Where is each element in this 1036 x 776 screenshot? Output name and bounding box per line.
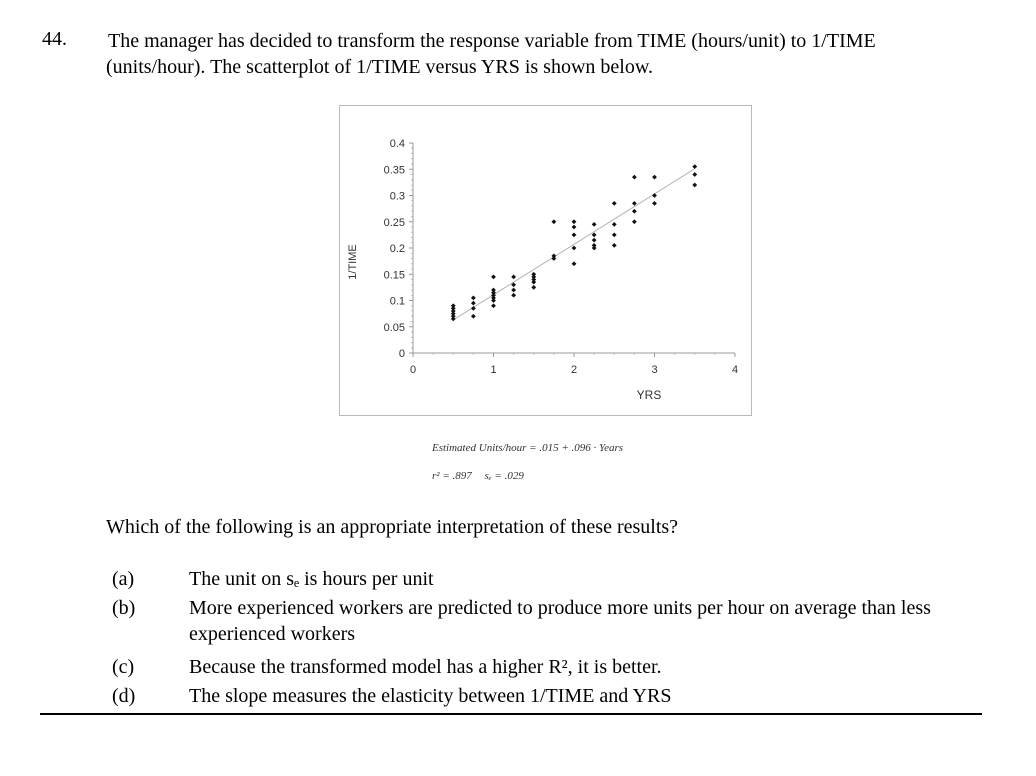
data-point (471, 295, 476, 300)
data-point (531, 280, 536, 285)
data-point (612, 222, 617, 227)
scatterplot-frame (339, 105, 752, 416)
data-point (551, 219, 556, 224)
data-point (632, 219, 637, 224)
data-point (572, 246, 577, 251)
question-prompt: Which of the following is an appropriate interpretation of these results? (106, 516, 679, 538)
regression-stats (432, 470, 534, 482)
data-point (491, 274, 496, 279)
data-point (511, 293, 516, 298)
data-point (652, 193, 657, 198)
trendline (453, 169, 695, 320)
r-squared: r² = .897 (432, 470, 472, 482)
data-point (572, 225, 577, 230)
data-point (572, 261, 577, 266)
data-point (592, 246, 597, 251)
question-number: 44. (42, 28, 67, 50)
scatterplot (340, 106, 750, 414)
y-tick-label: 0.1 (389, 295, 405, 308)
choice-b-label: (b) (112, 597, 136, 619)
y-tick-label: 0.15 (383, 269, 405, 282)
y-tick-label: 0.2 (389, 243, 405, 255)
choice-c-label: (c) (112, 656, 135, 678)
data-point (471, 301, 476, 306)
question-stem-line1: The manager has decided to transform the response variable from TIME (hours/unit) to 1/TIME (108, 30, 876, 52)
data-point (612, 232, 617, 237)
y-tick-label: 0.25 (383, 216, 405, 229)
data-point (491, 303, 496, 308)
data-point (592, 238, 597, 243)
data-point (491, 298, 496, 303)
data-point (612, 201, 617, 206)
x-tick-label: 3 (651, 364, 658, 376)
data-point (511, 274, 516, 279)
y-tick-label: 0.35 (383, 164, 405, 177)
choice-b[interactable] (112, 595, 992, 647)
data-point (451, 316, 456, 321)
choice-a[interactable] (112, 566, 992, 592)
data-point (692, 164, 697, 169)
x-tick-label: 4 (731, 364, 739, 376)
y-axis-label: 1/TIME (347, 244, 359, 280)
standard-error: sₑ = .029 (484, 470, 524, 482)
y-tick-label: 0 (398, 348, 405, 360)
data-point (652, 201, 657, 206)
question-stem-line2: (units/hour). The scatterplot of 1/TIME versus YRS is shown below. (106, 56, 653, 78)
choice-d-label: (d) (112, 685, 136, 707)
bottom-rule (40, 713, 982, 715)
choice-a-text: The unit on sₑ is hours per unit (189, 568, 434, 590)
data-point (471, 314, 476, 319)
question-stem (108, 28, 988, 80)
data-point (692, 183, 697, 188)
choice-d[interactable] (112, 683, 992, 709)
choice-a-label: (a) (112, 568, 135, 590)
choice-d-text: The slope measures the elasticity between 1/TIME and YRS (189, 685, 672, 707)
y-tick-label: 0.4 (389, 138, 405, 150)
choice-c[interactable] (112, 654, 992, 680)
data-point (632, 209, 637, 214)
regression-equation: Estimated Units/hour = .015 + .096 · Years (432, 442, 624, 454)
data-point (551, 256, 556, 261)
y-tick-label: 0.3 (389, 190, 405, 203)
choice-c-text: Because the transformed model has a higher R², it is better. (189, 656, 662, 678)
x-tick-label: 2 (570, 364, 578, 376)
choice-b-text: More experienced workers are predicted to produce more units per hour on average than less experienced workers (189, 597, 931, 645)
y-tick-label: 0.05 (383, 321, 405, 334)
data-point (612, 243, 617, 248)
data-point (531, 285, 536, 290)
x-tick-label: 0 (409, 364, 417, 376)
data-point (511, 288, 516, 293)
data-point (592, 222, 597, 227)
data-point (692, 172, 697, 177)
data-point (572, 219, 577, 224)
x-axis-label: YRS (636, 388, 662, 402)
x-tick-label: 1 (490, 364, 497, 376)
data-point (632, 175, 637, 180)
data-point (572, 232, 577, 237)
data-point (652, 175, 657, 180)
